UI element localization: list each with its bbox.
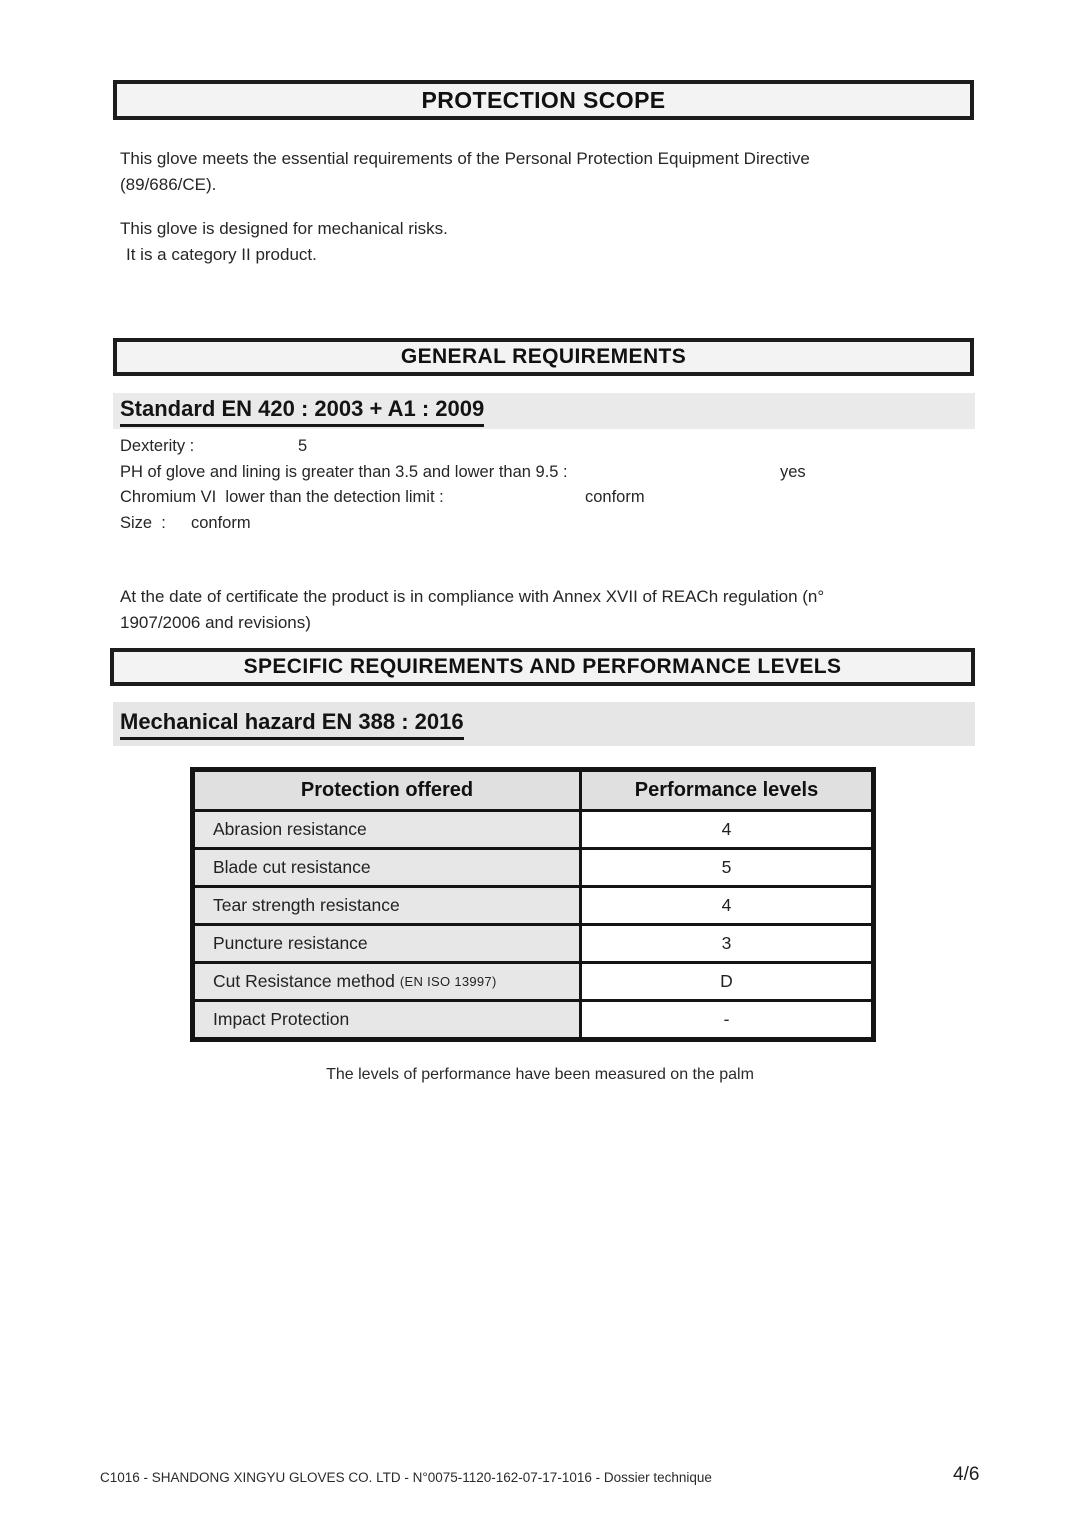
- detail-label: Chromium VI lower than the detection limit :: [120, 488, 444, 506]
- row-label: [195, 926, 582, 961]
- standard-details: [120, 437, 940, 539]
- detail-value: conform: [585, 488, 645, 506]
- row-value: D: [582, 964, 871, 999]
- detail-value: 5: [298, 437, 308, 455]
- specific-requirements-title: SPECIFIC REQUIREMENTS AND PERFORMANCE LEVELS: [243, 655, 842, 678]
- detail-label: Dexterity :: [120, 437, 195, 455]
- detail-value: yes: [780, 462, 806, 481]
- row-label: [195, 812, 582, 847]
- row-value: 3: [582, 926, 871, 961]
- row-value: 5: [582, 850, 871, 885]
- detail-row-size: [120, 514, 940, 540]
- row-label: [195, 964, 582, 999]
- standard-en420-heading-band: [113, 393, 975, 429]
- protection-scope-title: PROTECTION SCOPE: [421, 86, 666, 113]
- header-protection-offered: Protection offered: [195, 772, 582, 809]
- detail-label: Size :: [120, 513, 166, 532]
- row-label-suffix: (EN ISO 13997): [399, 974, 497, 989]
- table-row-tear-strength: [195, 885, 871, 923]
- mechanical-hazard-heading-band: [113, 702, 975, 746]
- detail-value: conform: [191, 513, 251, 532]
- specific-requirements-title-box: [110, 648, 975, 686]
- footer-page-number: 4/6: [953, 1464, 980, 1485]
- header-performance-levels: Performance levels: [582, 772, 871, 809]
- detail-row-ph: [120, 463, 940, 489]
- row-value: -: [582, 1002, 871, 1037]
- row-label: [195, 888, 582, 923]
- table-caption: The levels of performance have been measured on the palm: [326, 1066, 754, 1083]
- detail-row-chromium: [120, 488, 940, 514]
- standard-en420-heading: Standard EN 420 : 2003 + A1 : 2009: [120, 396, 484, 427]
- directive-paragraph-line2: (89/686/CE).: [120, 175, 217, 194]
- directive-paragraph-line1: This glove meets the essential requirements of the Personal Protection Equipment Directive: [120, 149, 810, 168]
- mechanical-risks-line2: It is a category II product.: [126, 245, 317, 264]
- reach-compliance-line2: 1907/2006 and revisions): [120, 613, 311, 632]
- row-value: 4: [582, 888, 871, 923]
- row-label-text: Impact Protection: [213, 1009, 350, 1029]
- mechanical-risks-paragraph: [120, 216, 940, 268]
- row-label-text: Blade cut resistance: [213, 857, 371, 877]
- reach-compliance-line1: At the date of certificate the product is in compliance with Annex XVII of REACh regulation (n°: [120, 587, 825, 606]
- mechanical-risks-line1: This glove is designed for mechanical risks.: [120, 219, 448, 238]
- row-label-text: Tear strength resistance: [213, 895, 400, 915]
- protection-scope-title-box: [113, 80, 974, 120]
- performance-table-header-row: [195, 772, 871, 809]
- row-label-text: Cut Resistance method: [213, 971, 395, 991]
- row-label-text: Puncture resistance: [213, 933, 368, 953]
- directive-paragraph: [120, 146, 940, 198]
- table-row-abrasion: [195, 809, 871, 847]
- row-label-text: Abrasion resistance: [213, 819, 367, 839]
- row-value: 4: [582, 812, 871, 847]
- table-row-puncture: [195, 923, 871, 961]
- row-label: [195, 1002, 582, 1037]
- mechanical-hazard-heading: Mechanical hazard EN 388 : 2016: [120, 709, 464, 740]
- reach-compliance-paragraph: [120, 584, 940, 636]
- footer-reference: C1016 - SHANDONG XINGYU GLOVES CO. LTD - N°0075-1120-162-07-17-1016 - Dossier technique: [100, 1470, 712, 1485]
- performance-table: [190, 767, 876, 1042]
- detail-label: PH of glove and lining is greater than 3.5 and lower than 9.5 :: [120, 462, 568, 481]
- detail-row-dexterity: [120, 437, 940, 463]
- row-label: [195, 850, 582, 885]
- general-requirements-title-box: [113, 338, 974, 376]
- table-row-cut-resistance-method: [195, 961, 871, 999]
- general-requirements-title: GENERAL REQUIREMENTS: [400, 345, 687, 368]
- table-row-impact-protection: [195, 999, 871, 1037]
- table-row-blade-cut: [195, 847, 871, 885]
